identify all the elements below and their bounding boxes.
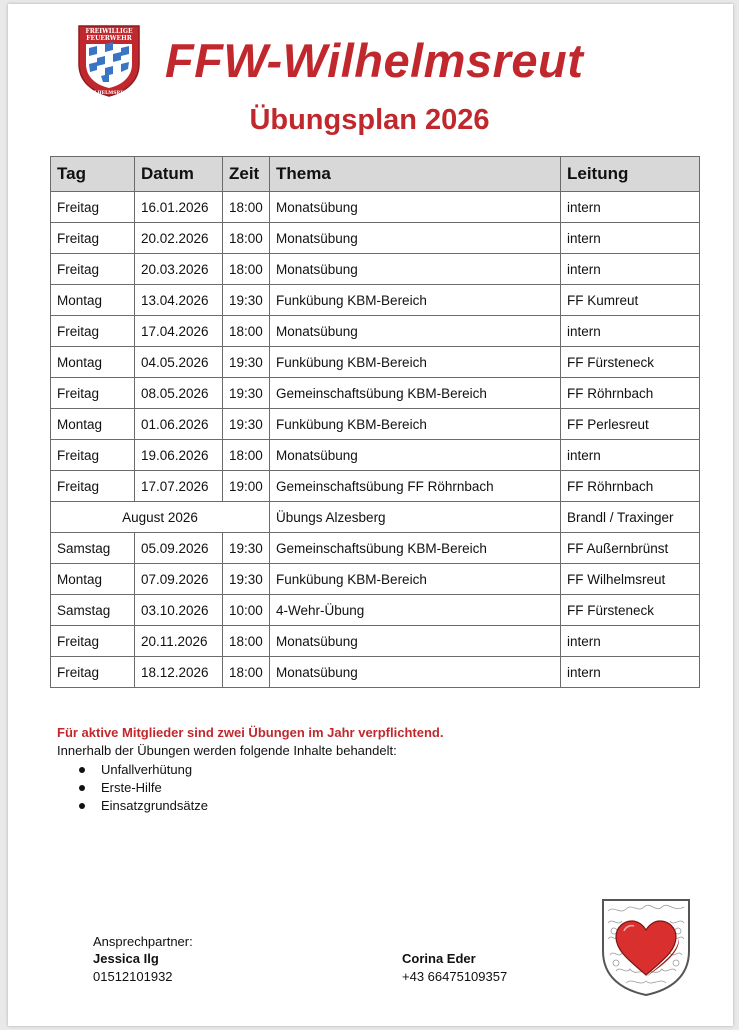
bullet-icon	[79, 803, 85, 809]
table-row	[51, 285, 700, 316]
cell-thema: Monatsübung	[270, 657, 561, 688]
table-row	[51, 440, 700, 471]
cell-tag: Montag	[51, 409, 135, 440]
cell-thema: Monatsübung	[270, 626, 561, 657]
cell-tag: Freitag	[51, 657, 135, 688]
cell-leitung: FF Fürsteneck	[561, 347, 700, 378]
cell-datum: 17.04.2026	[135, 316, 223, 347]
table-row	[51, 378, 700, 409]
topic-label: Erste-Hilfe	[101, 780, 162, 795]
mandatory-note: Für aktive Mitglieder sind zwei Übungen im Jahr verpflichtend.	[57, 725, 444, 740]
cell-tag: Samstag	[51, 533, 135, 564]
cell-zeit: 19:30	[223, 285, 270, 316]
cell-zeit: 19:30	[223, 347, 270, 378]
heart-coat-of-arms-icon	[600, 897, 692, 997]
header-thema: Thema	[270, 157, 561, 192]
cell-leitung: intern	[561, 316, 700, 347]
cell-tag: Freitag	[51, 378, 135, 409]
cell-leitung: FF Fürsteneck	[561, 595, 700, 626]
list-item	[57, 797, 208, 815]
cell-tag: Montag	[51, 285, 135, 316]
cell-thema: Funkübung KBM-Bereich	[270, 347, 561, 378]
cell-datum: 04.05.2026	[135, 347, 223, 378]
cell-leitung: intern	[561, 626, 700, 657]
cell-leitung: FF Kumreut	[561, 285, 700, 316]
contact-label: Ansprechpartner:	[93, 934, 193, 949]
cell-thema: Monatsübung	[270, 223, 561, 254]
bullet-icon	[79, 785, 85, 791]
cell-zeit: 19:30	[223, 409, 270, 440]
svg-text:WILHELMSREUT: WILHELMSREUT	[87, 91, 131, 96]
table-row	[51, 564, 700, 595]
table-row	[51, 316, 700, 347]
cell-leitung: FF Außernbrünst	[561, 533, 700, 564]
cell-datum: 18.12.2026	[135, 657, 223, 688]
table-row	[51, 595, 700, 626]
list-item	[57, 761, 208, 779]
cell-leitung: FF Röhrnbach	[561, 471, 700, 502]
cell-zeit: 19:30	[223, 564, 270, 595]
cell-zeit: 18:00	[223, 223, 270, 254]
cell-datum: 17.07.2026	[135, 471, 223, 502]
list-item	[57, 779, 208, 797]
svg-text:FREIWILLIGE: FREIWILLIGE	[85, 28, 133, 35]
table-row	[51, 347, 700, 378]
cell-tag: Montag	[51, 347, 135, 378]
cell-leitung: FF Perlesreut	[561, 409, 700, 440]
contact-person-2-name: Corina Eder	[402, 951, 476, 966]
cell-leitung: intern	[561, 440, 700, 471]
cell-zeit: 18:00	[223, 192, 270, 223]
topics-intro: Innerhalb der Übungen werden folgende Inhalte behandelt:	[57, 743, 397, 758]
cell-thema: Monatsübung	[270, 316, 561, 347]
cell-tag: Montag	[51, 564, 135, 595]
cell-zeit: 18:00	[223, 657, 270, 688]
cell-tag: Samstag	[51, 595, 135, 626]
cell-datum: 20.11.2026	[135, 626, 223, 657]
table-row	[51, 223, 700, 254]
cell-datum: 01.06.2026	[135, 409, 223, 440]
cell-datum: 08.05.2026	[135, 378, 223, 409]
header-tag: Tag	[51, 157, 135, 192]
cell-zeit: 18:00	[223, 440, 270, 471]
cell-datum: 16.01.2026	[135, 192, 223, 223]
contact-person-1-name: Jessica Ilg	[93, 951, 159, 966]
cell-leitung: intern	[561, 223, 700, 254]
fire-brigade-badge-icon	[77, 24, 141, 98]
cell-leitung: FF Wilhelmsreut	[561, 564, 700, 595]
table-row	[51, 409, 700, 440]
cell-tag: Freitag	[51, 192, 135, 223]
cell-datum: 13.04.2026	[135, 285, 223, 316]
cell-zeit: 18:00	[223, 254, 270, 285]
header-datum: Datum	[135, 157, 223, 192]
cell-thema: Monatsübung	[270, 254, 561, 285]
cell-thema: Funkübung KBM-Bereich	[270, 564, 561, 595]
cell-thema: Monatsübung	[270, 440, 561, 471]
cell-thema: Funkübung KBM-Bereich	[270, 409, 561, 440]
cell-thema: Monatsübung	[270, 192, 561, 223]
contact-person-1-phone: 01512101932	[93, 969, 173, 984]
cell-zeit: 18:00	[223, 626, 270, 657]
organization-title: FFW-Wilhelmsreut	[165, 34, 584, 87]
cell-thema: Gemeinschaftsübung KBM-Bereich	[270, 533, 561, 564]
table-row	[51, 657, 700, 688]
table-header-row	[51, 157, 700, 192]
cell-zeit: 18:00	[223, 316, 270, 347]
table-row	[51, 471, 700, 502]
training-schedule-table	[50, 156, 700, 688]
cell-datum: 03.10.2026	[135, 595, 223, 626]
table-row	[51, 533, 700, 564]
topic-label: Einsatzgrundsätze	[101, 798, 208, 813]
cell-datum: 05.09.2026	[135, 533, 223, 564]
cell-leitung: FF Röhrnbach	[561, 378, 700, 409]
topics-list	[57, 761, 208, 815]
cell-datum: 07.09.2026	[135, 564, 223, 595]
cell-leitung: intern	[561, 192, 700, 223]
cell-tag: Freitag	[51, 316, 135, 347]
cell-tag: Freitag	[51, 440, 135, 471]
cell-zeit: 19:30	[223, 378, 270, 409]
svg-text:FEUERWEHR: FEUERWEHR	[86, 35, 132, 42]
table-row	[51, 626, 700, 657]
cell-datum: 20.02.2026	[135, 223, 223, 254]
contact-person-2-phone: +43 66475109357	[402, 969, 508, 984]
cell-merged-date: August 2026	[51, 502, 270, 533]
cell-zeit: 10:00	[223, 595, 270, 626]
cell-thema: Funkübung KBM-Bereich	[270, 285, 561, 316]
cell-datum: 20.03.2026	[135, 254, 223, 285]
cell-thema: Gemeinschaftsübung FF Röhrnbach	[270, 471, 561, 502]
topic-label: Unfallverhütung	[101, 762, 193, 777]
cell-thema: 4-Wehr-Übung	[270, 595, 561, 626]
table-row	[51, 192, 700, 223]
cell-zeit: 19:30	[223, 533, 270, 564]
table-row	[51, 502, 700, 533]
cell-tag: Freitag	[51, 626, 135, 657]
cell-datum: 19.06.2026	[135, 440, 223, 471]
cell-zeit: 19:00	[223, 471, 270, 502]
cell-tag: Freitag	[51, 471, 135, 502]
cell-tag: Freitag	[51, 254, 135, 285]
cell-leitung: intern	[561, 254, 700, 285]
plan-title: Übungsplan 2026	[249, 104, 490, 136]
header-leitung: Leitung	[561, 157, 700, 192]
cell-leitung: intern	[561, 657, 700, 688]
cell-tag: Freitag	[51, 223, 135, 254]
cell-leitung: Brandl / Traxinger	[561, 502, 700, 533]
bullet-icon	[79, 767, 85, 773]
cell-thema: Übungs Alzesberg	[270, 502, 561, 533]
table-row	[51, 254, 700, 285]
cell-thema: Gemeinschaftsübung KBM-Bereich	[270, 378, 561, 409]
header-zeit: Zeit	[223, 157, 270, 192]
